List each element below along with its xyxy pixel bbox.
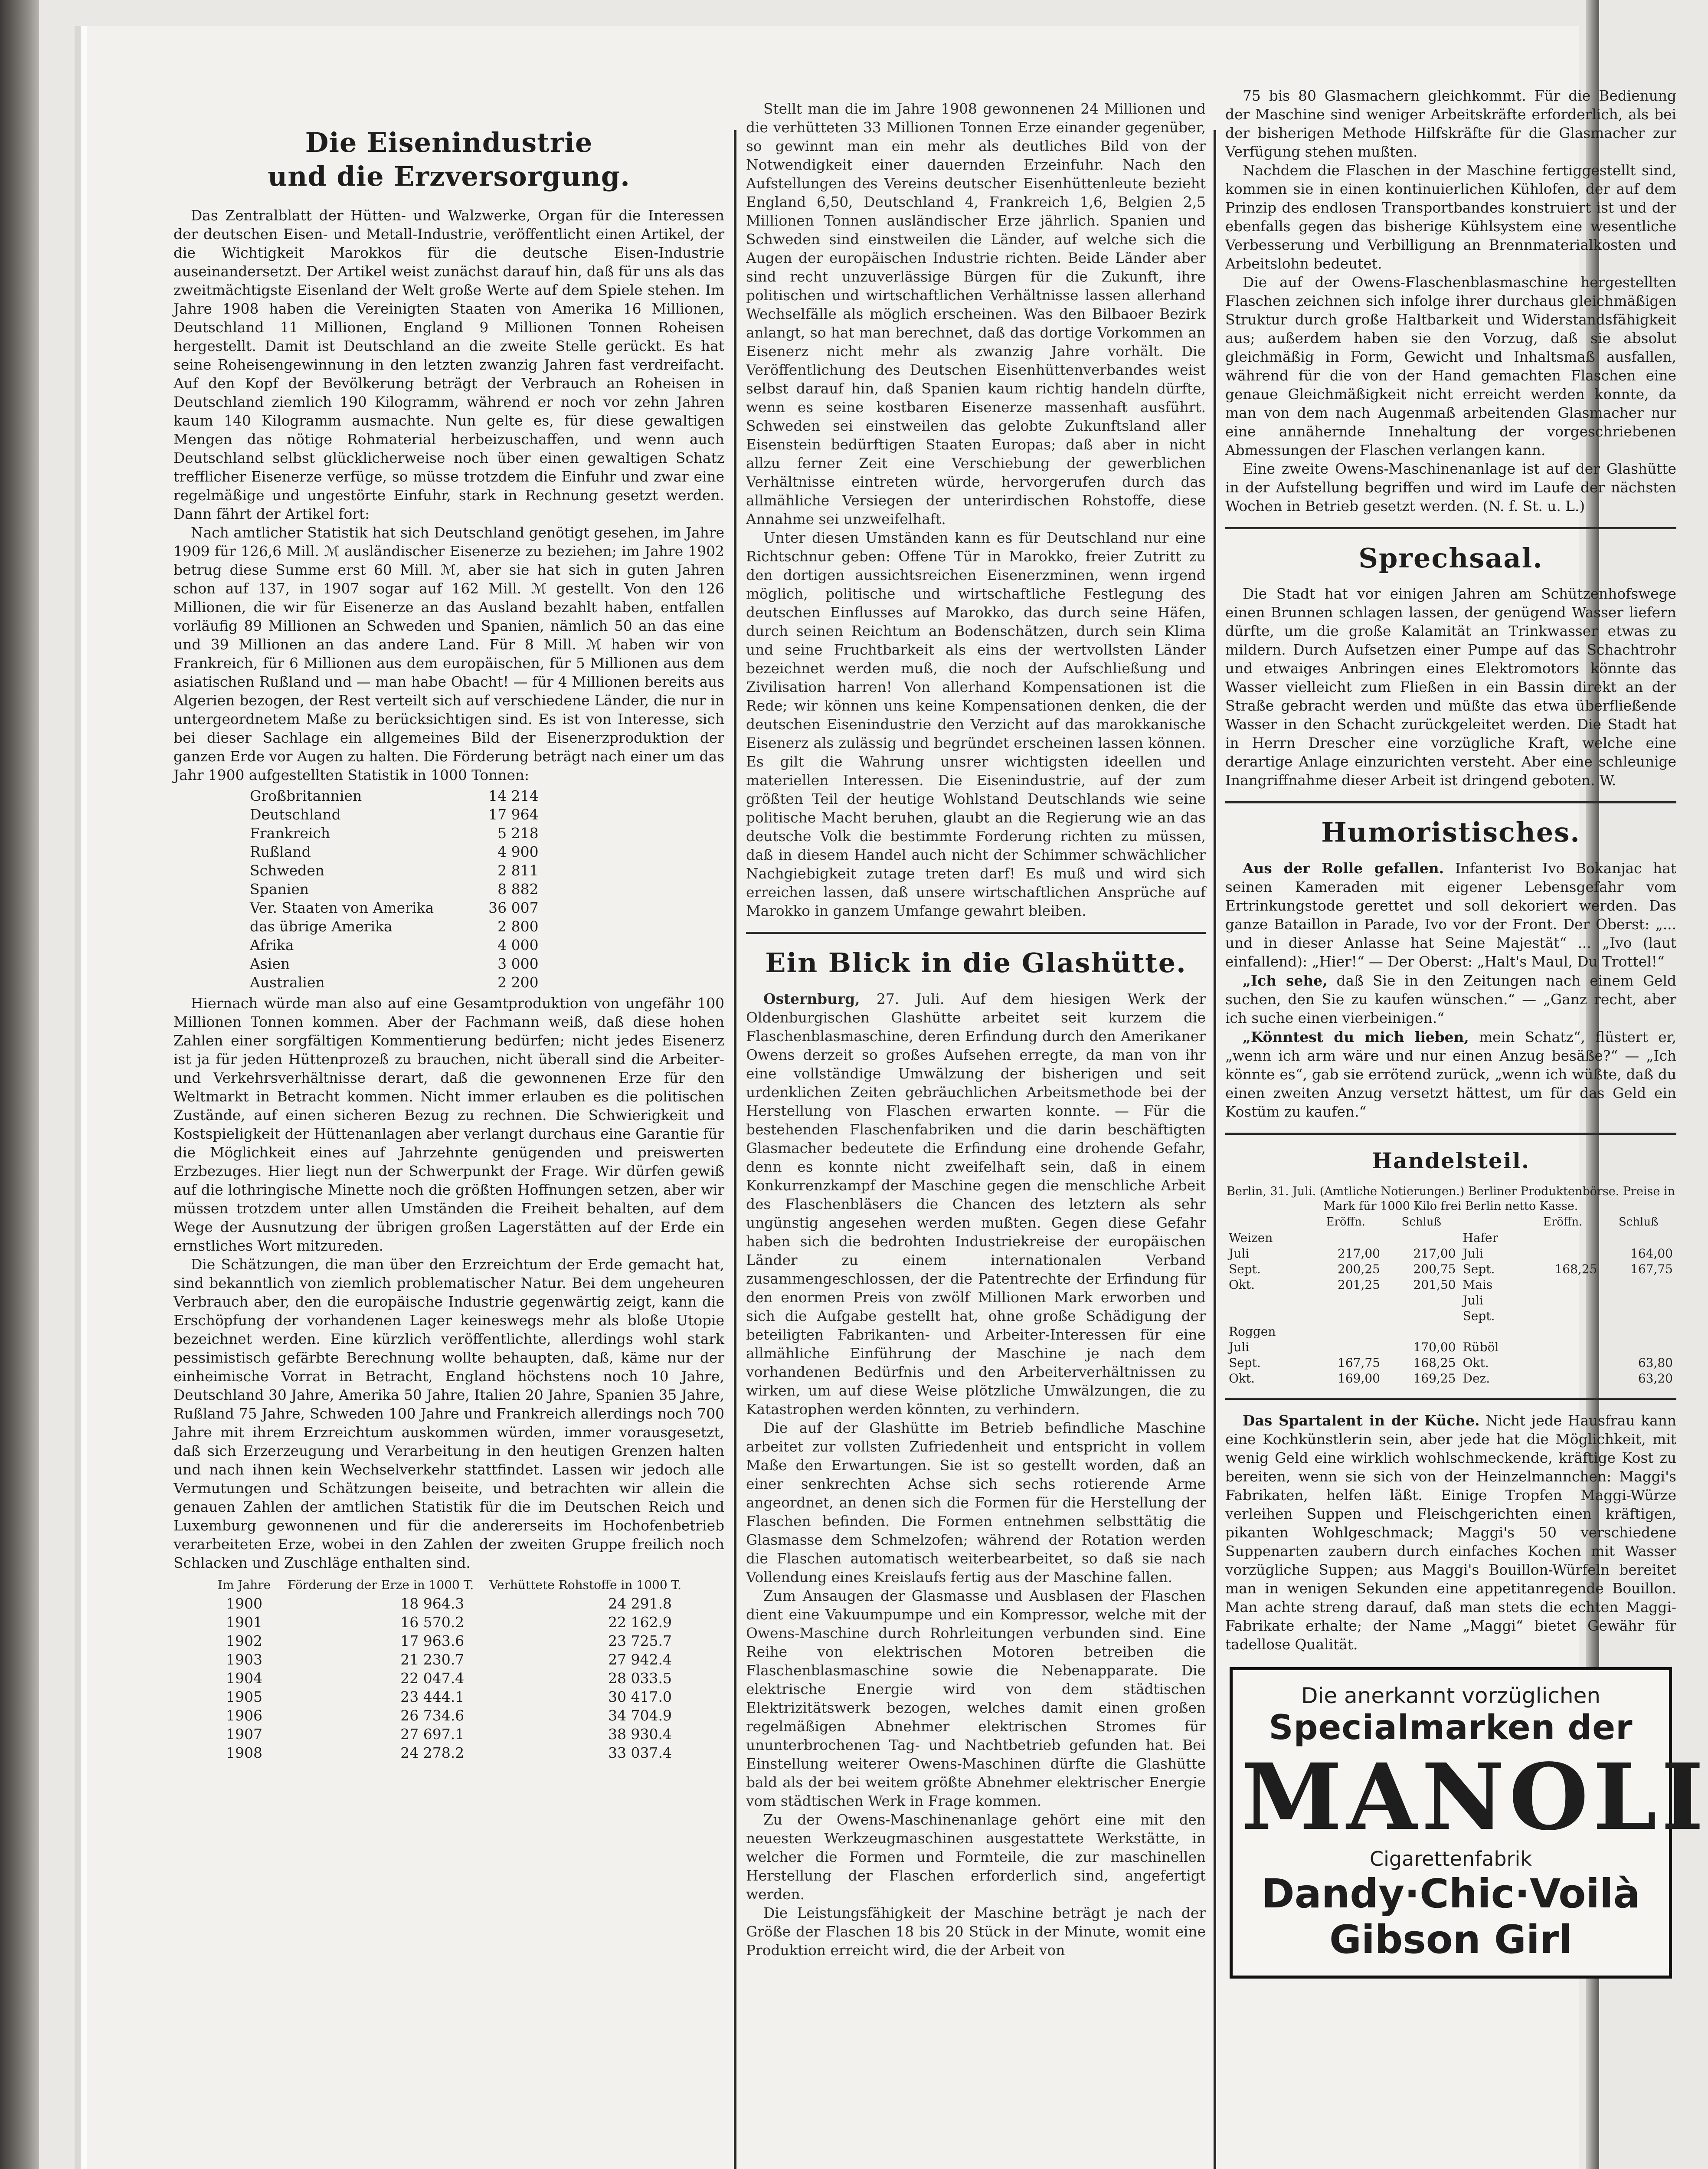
- paragraph: Die auf der Owens-Flaschenblasmaschine hergestellten Flaschen zeichnen sich infolge ihrer durchaus gleichmäßigen Struktur durch große Haltbarkeit und Widerstandsfähigkeit aus; außerdem haben sie den Vorzug, daß sie absolut gleichmäßig in Form, Gewicht und Inhaltsmaß ausfallen, während für die von der Hand gemachten Flaschen eine genaue Gleichmäßigkeit nicht erreicht werden konnte, da man von dem nach Augenmaß arbeitenden Glasmacher nur eine annähernde Innehaltung der vorgeschriebenen Abmessungen der Flaschen verlangen kann.: [1225, 274, 1676, 459]
- value-cell: 8 882: [497, 881, 539, 898]
- joke-lead: „Könntest du mich lieben,: [1243, 1029, 1469, 1045]
- advertorial-lead: Das Spartalent in der Küche.: [1243, 1412, 1480, 1429]
- column-1: [173, 100, 724, 2169]
- section-title-handelsteil: Handelsteil.: [1371, 1148, 1530, 1173]
- table-cell: 28 033.5: [608, 1670, 672, 1687]
- value-cell: 14 214: [488, 787, 539, 804]
- table-cell: 24 278.2: [400, 1744, 465, 1761]
- section-divider: [1225, 527, 1676, 529]
- market-cell: [1600, 1340, 1676, 1355]
- joke-text: daß Sie in den Zeitungen nach einem Geld suchen, den Sie zu kaufen wünschen.“ — „Ganz recht, aber ich suche einen vierbeinigen.“: [1225, 973, 1676, 1026]
- market-cell: 201,50: [1413, 1278, 1456, 1292]
- advertorial-text: Nicht jede Hausfrau kann eine Kochkünstlerin sein, aber jede hat die Möglichkeit, mit wenig Geld eine wirklich wohlschmeckende, kräftige Kost zu bereiten, wenn sie sich von der Heinzelmannchen: Maggi's Fabrikaten, helfen läßt. Einige Tropfen Maggi-Würze verleihen Suppen und Fleischgerichten einen kräftigen, pikanten Wohlgeschmack; Maggi's 50 verschiedene Suppenarten zaubern durch einfaches Kochen mit Wasser vorzügliche Suppen; aus Maggi's Bouillon-Würfeln bereitet man in wenigen Sekunden eine appetitanregende Bouillon. Man achte streng darauf, daß man stets die echten Maggi-Fabrikate erhalte; der Name „Maggi“ bietet Gewähr für tadellose Qualität.: [1225, 1412, 1677, 1653]
- paragraph: Hiernach würde man also auf eine Gesamtproduktion von ungefähr 100 Millionen Tonnen kommen. Aber der Fachmann weiß, daß diese hohen Zahlen einer sorgfältigen Kommentierung bedürfen; nicht jedes Eisenerz ist ja für jeden Hüttenprozeß zu brauchen, nicht überall sind die Arbeiter- und Verkehrsverhältnisse derart, daß die gewonnenen Erze für den Weltmarkt in Betracht kommen. Nicht immer erlauben es die politischen Zustände, auf einen sicheren Bezug zu rechnen. Die Schwierigkeit und Kostspieligkeit der Hüttenanlagen aber verlangt durchaus eine Garantie für die Möglichkeit eines auf Jahrzehnte genügenden und preiswerten Erzbezuges. Hier liegt nun der Schwerpunkt der Frage. Wir dürfen gewiß auf die lothringische Minette noch die größten Hoffnungen setzen, aber wir müssen trotzdem unter allen Umständen die Freiheit behalten, auf dem Wege der Ausnutzung der übrigen großen Lagerstätten auf der Erde ein ernstliches Wort mitzureden.: [173, 995, 724, 1254]
- market-cell: [1308, 1308, 1384, 1324]
- ad-line-3: Cigarettenfabrik: [1370, 1847, 1532, 1871]
- market-cell: [1525, 1355, 1601, 1371]
- table-cell: 23 444.1: [400, 1688, 465, 1705]
- market-cell: Juli: [1229, 1246, 1250, 1261]
- paragraph-text: 27. Juli. Auf dem hiesigen Werk der Oldenburgischen Glashütte arbeitet seit kurzem die Flaschenblasmaschine, deren Erfindung durch den Amerikaner Owens derzeit so großes Aufsehen erregte, da man von ihr eine vollständige Umwälzung der bisherigen und seit urdenklichen Zeiten gebräuchlichen Arbeitsmethode bei der Herstellung von Flaschen erwarten konnte. — Für die bestehenden Flaschenfabriken und die darin beschäftigten Glasmacher bedeutete die Erfindung eine drohende Gefahr, denn es konnte nicht zweifelhaft sein, daß in einem Konkurrenzkampf der Maschine gegen die menschliche Arbeit des Flaschenbläsers die Chancen des letztern als sehr ungünstig angesehen werden mußten. Gegen diese Gefahr haben sich die bedrohten Industriekreise der europäischen Länder zu einem internationalen Verband zusammengeschlossen, der die Patentrechte der Erfindung für den enormen Preis von zwölf Millionen Mark erworben und sich die Aufgabe gestellt hat, ohne große Schädigung der beteiligten Fabrikanten- und Arbeiter-Interessen für eine allmähliche Einführung der Maschine je nach dem vorhandenen Bedürfnis und den Arbeiterverhältnissen zu wirken, um auf diese Weise plötzliche Umwälzungen, die zu Katastrophen werden könnten, zu verhindern.: [746, 991, 1206, 1418]
- ad-line-5: Gibson Girl: [1329, 1917, 1572, 1963]
- market-cell: 200,25: [1338, 1262, 1380, 1276]
- production-row: [247, 973, 541, 992]
- table-header: Förderung der Erze in 1000 T.: [287, 1578, 474, 1592]
- market-cell: [1600, 1308, 1676, 1324]
- table-cell: 1901: [226, 1614, 262, 1631]
- book-spine-edge: [0, 0, 39, 2169]
- market-row: [1225, 1230, 1676, 1246]
- paragraph: Nachdem die Flaschen in der Maschine fertiggestellt sind, kommen sie in einen kontinuierlichen Kühlofen, der auf dem Prinzip des endlosen Transportbandes konstruiert ist und der ebenfalls gegen das bisherige Kühlsystem eine wesentliche Verbesserung und Verbilligung an Brennmaterialkosten und Arbeitslohn bedeutet.: [1225, 162, 1676, 272]
- country-cell: Ver. Staaten von Amerika: [250, 899, 434, 916]
- table-cell: 24 291.8: [608, 1595, 672, 1612]
- market-cell: 200,75: [1413, 1262, 1456, 1276]
- table-cell: 1908: [226, 1744, 262, 1761]
- market-row: [1225, 1308, 1676, 1324]
- section-title-sprechsaal: Sprechsaal.: [1358, 542, 1543, 574]
- country-cell: Afrika: [250, 937, 294, 953]
- section-divider: [1225, 1133, 1676, 1135]
- market-cell: [1525, 1277, 1601, 1293]
- paragraph: Zu der Owens-Maschinenanlage gehört eine mit den neuesten Werkzeugmaschinen ausgestattete Werkstätte, in welcher die Formen und Formteile, die zur maschinellen Herstellung der Flaschen erforderlich sind, angefertigt werden.: [746, 1812, 1206, 1903]
- market-table: [1225, 1214, 1676, 1386]
- table-cell: 22 047.4: [400, 1670, 465, 1687]
- table-row: [209, 1743, 689, 1762]
- column-rule: [734, 130, 736, 2169]
- table-cell: 27 697.1: [400, 1726, 465, 1743]
- market-cell: Weizen: [1229, 1231, 1273, 1245]
- country-cell: Rußland: [250, 843, 311, 860]
- joke: [1225, 1028, 1676, 1121]
- market-cell: [1225, 1293, 1308, 1308]
- joke-lead: Aus der Rolle gefallen.: [1243, 860, 1444, 877]
- market-cell: Rüböl: [1463, 1340, 1499, 1354]
- joke-text: Infanterist Ivo Bokanjac hat seinen Kameraden mit eigener Lebensgefahr vom Ertrinkungstode gerettet und soll dekoriert werden. Das ganze Bataillon in Parade, Ivo vor der Front. Der Oberst: „... und in dieser Anlasse hat Seine Majestät“ ... „Ivo (laut einfallend): „Hier!“ — Der Oberst: „Halt's Maul, Du Trottel!“: [1225, 860, 1676, 970]
- market-cell: Dez.: [1463, 1371, 1490, 1386]
- ad-line-1: Die anerkannt vorzüglichen: [1301, 1683, 1601, 1708]
- advertorial: [1225, 1411, 1676, 1654]
- table-row: [209, 1687, 689, 1706]
- market-cell: Juli: [1463, 1246, 1483, 1261]
- country-cell: Großbritannien: [250, 787, 362, 804]
- production-row: [247, 917, 541, 936]
- table-cell: 1904: [226, 1670, 262, 1687]
- market-cell: 164,00: [1630, 1246, 1673, 1261]
- market-cell: Okt.: [1229, 1371, 1255, 1386]
- section-title-humor: Humoristisches.: [1321, 816, 1580, 848]
- market-cell: Juli: [1229, 1340, 1250, 1354]
- value-cell: 17 964: [488, 806, 539, 823]
- market-header: Schluß: [1618, 1216, 1659, 1229]
- ad-line-2: Specialmarken der: [1269, 1708, 1633, 1747]
- table-row: [209, 1706, 689, 1725]
- market-header: Eröffn.: [1543, 1216, 1583, 1229]
- paragraph: Die Schätzungen, die man über den Erzreichtum der Erde gemacht hat, sind bekanntlich von ziemlich problematischer Natur. Bei dem ungeheuren Verbrauch aber, den die europäische Industrie gegenwärtig zeigt, kann die Erschöpfung der vorhandenen Lager keineswegs mehr als bloße Utopie bezeichnet werden. Eine kürzlich veröffentlichte, allerdings wohl stark pessimistisch gefärbte Berechnung wollte behaupten, daß, käme nur der einheimische Vorrat in Betracht, England höchstens noch 10 Jahre, Deutschland 30 Jahre, Amerika 50 Jahre, Italien 20 Jahre, Spanien 35 Jahre, Rußland 75 Jahre, Schweden 100 Jahre und Frankreich allerdings noch 700 Jahre mit ihrem Erzreichtum auskommen würden, immer vorausgesetzt, daß sich Erzerzeugung und Verarbeitung in den heutigen Grenzen halten und nach ihnen kein Wechselverkehr stattfindet. Lassen wir jedoch alle Vermutungen und Schätzungen beiseite, und betrachten wir allein die genauen Zahlen der amtlichen Statistik für die im Deutschen Reich und Luxemburg gewonnenen und für die andererseits im Hochofenbetrieb verarbeiteten Erze, wobei in den Zahlen der zweiten Gruppe freilich noch Schlacken und Zuschläge enthalten sind.: [173, 1256, 724, 1571]
- ad-line-4: Dandy·Chic·Voilà: [1261, 1871, 1640, 1917]
- country-cell: Spanien: [250, 881, 309, 898]
- country-cell: Frankreich: [250, 825, 330, 842]
- market-cell: 217,00: [1413, 1246, 1456, 1261]
- production-row: [247, 936, 541, 954]
- joke-lead: „Ich sehe,: [1243, 972, 1328, 989]
- table-cell: 34 704.9: [608, 1707, 672, 1724]
- production-row: [247, 880, 541, 898]
- market-row: [1225, 1246, 1676, 1261]
- market-header: [1459, 1214, 1525, 1230]
- market-cell: [1525, 1371, 1601, 1386]
- market-row: [1225, 1355, 1676, 1371]
- market-cell: [1525, 1308, 1601, 1324]
- value-cell: 36 007: [488, 899, 539, 916]
- market-cell: 63,80: [1638, 1356, 1673, 1370]
- market-cell: [1600, 1277, 1676, 1293]
- country-cell: Australien: [250, 974, 325, 991]
- table-row: [209, 1613, 689, 1632]
- table-cell: 1900: [226, 1595, 262, 1612]
- market-row: [1225, 1340, 1676, 1355]
- production-row: [247, 842, 541, 861]
- paragraph: Unter diesen Umständen kann es für Deutschland nur eine Richtschnur geben: Offene Tür in Marokko, freier Zutritt zu den dortigen aussichtsreichen Eisenerzminen, wenn irgend möglich, politische und wirtschaftliche Festlegung des deutschen Einflusses auf Marokko, das durch seine Häfen, durch seinen Reichtum an Bodenschätzen, durch sein Klima und seine Fruchtbarkeit als eins der wertvollsten Länder bezeichnet werden muß, die noch der Aufschließung und Zivilisation harren! Von allerhand Kompensationen ist die Rede; wir können uns keine Kompensationen denken, die der deutschen Eisenindustrie den Verzicht auf das marokkanische Eisenerz als zulässig und begründet erscheinen lassen können. Es gilt die Wahrung unsrer wichtigsten ideellen und materiellen Interessen. Die Eisenindustrie, auf der zum größten Teil der heutige Wohlstand Deutschlands wie seine politische Macht beruhen, glaubt an die Regierung wie an das deutsche Volk die bestimmte Forderung richten zu müssen, daß in diesem Handel auch nicht der Schimmer schwächlicher Nachgiebigkeit zutage treten darf! Es muß und wird sich erreichen lassen, daß unsere wirtschaftlichen Ansprüche auf Marokko in ganzem Umfange gewahrt bleiben.: [746, 530, 1206, 919]
- paragraph: Die Leistungsfähigkeit der Maschine beträgt je nach der Größe der Flaschen 18 bis 20 Stück in der Minute, womit eine Produktion erreicht wird, die der Arbeit von: [746, 1905, 1206, 1959]
- market-cell: [1384, 1230, 1459, 1246]
- table-cell: 16 570.2: [400, 1614, 465, 1631]
- table-cell: 33 037.4: [608, 1744, 672, 1761]
- paragraph: Das Zentralblatt der Hütten- und Walzwerke, Organ für die Interessen der deutschen Eisen- und Metall-Industrie, veröffentlicht einen Artikel, der die Wichtigkeit Marokkos für die deutsche Eisen-Industrie auseinandersetzt. Der Artikel weist zunächst darauf hin, daß für uns als das zweitmächtigste Eisenland der Welt große Werte auf dem Spiele stehen. Im Jahre 1908 haben die Vereinigten Staaten von Amerika 16 Millionen, Deutschland 11 Millionen, England 9 Millionen Tonnen Roheisen hergestellt. Damit ist Deutschland an die zweite Stelle gerückt. Es hat seine Roheisengewinnung in den letzten zwanzig Jahren fast verdreifacht. Auf den Kopf der Bevölkerung beträgt der Verbrauch an Roheisen in Deutschland ziemlich 190 Kilogramm, während er noch vor zehn Jahren kaum 140 Kilogramm ausmachte. Nun gelte es, für diese gewaltigen Mengen das nötige Rohmaterial herbeizuschaffen, und wenn auch Deutschland selbst glücklicherweise noch über einen gewaltigen Schatz trefflicher Eisenerze verfüge, so müsse trotzdem die Einfuhr und zwar eine regelmäßige und ungestörte Einfuhr, stark in Rechnung gesetzt werden. Dann fährt der Artikel fort:: [173, 207, 724, 522]
- market-row: [1225, 1277, 1676, 1293]
- market-cell: Juli: [1463, 1293, 1483, 1307]
- paragraph: Nach amtlicher Statistik hat sich Deutschland genötigt gesehen, im Jahre 1909 für 126,6 Mill. ℳ ausländischer Eisenerze zu beziehen; im Jahre 1902 betrug diese Summe erst 60 Mill. ℳ, aber sie hat sich in guten Jahren schon auf 137, in 1907 sogar auf 162 Mill. ℳ gestellt. Von den 126 Millionen, die wir für Eisenerze an das Ausland bezahlt haben, entfallen vorläufig 89 Millionen an Schweden und Spanien, nämlich 50 an das eine und 39 Millionen an das andere Land. Für 8 Mill. ℳ haben wir von Frankreich, für 6 Millionen aus dem europäischen, für 5 Millionen aus dem asiatischen Rußland und — man habe Obacht! — für 4 Millionen bereits aus Algerien bezogen, der Rest verteilt sich auf verschiedene Länder, die nur in untergeordnetem Maße zu berücksichtigen sind. Es ist von Interesse, sich bei dieser Sachlage ein allgemeines Bild der Eisenerzproduktion der ganzen Erde vor Augen zu halten. Die Förderung beträgt nach einer um das Jahr 1900 aufgestellten Statistik in 1000 Tonnen:: [173, 524, 724, 783]
- production-row: [247, 824, 541, 842]
- market-cell: 169,25: [1413, 1371, 1456, 1386]
- country-cell: Schweden: [250, 862, 325, 879]
- dateline: Osternburg,: [763, 990, 860, 1007]
- table-row: [209, 1669, 689, 1687]
- table-cell: 21 230.7: [400, 1651, 465, 1668]
- market-row: [1225, 1293, 1676, 1308]
- paragraph: Zum Ansaugen der Glasmasse und Ausblasen der Flaschen dient eine Vakuumpumpe und ein Kompressor, welche mit der Owens-Maschine durch Rohrleitungen verbunden sind. Eine Reihe von elektrischen Motoren betreiben die Flaschenblasmaschine sowie die Nebenapparate. Die elektrische Energie wird von dem städtischen Elektrizitätswerk bezogen, welches damit einen großen regelmäßigen Abnehmer elektrischen Stromes für ununterbrochenen Tag- und Nachtbetrieb gefunden hat. Bei Einstellung weiterer Owens-Maschinen dürfte die Glashütte bald als der bei weitem größte Abnehmer elektrischer Energie vom städtischen Werk in Frage kommen.: [746, 1588, 1206, 1809]
- paragraph: [746, 989, 1206, 1419]
- market-cell: [1459, 1324, 1525, 1340]
- newspaper-page: [87, 26, 1708, 2169]
- market-row: [1225, 1324, 1676, 1340]
- ore-history-table: [209, 1576, 689, 1762]
- market-cell: 168,25: [1554, 1262, 1597, 1276]
- market-header: Eröffn.: [1326, 1216, 1365, 1229]
- table-cell: 1905: [226, 1688, 262, 1705]
- table-cell: 26 734.6: [400, 1707, 465, 1724]
- market-cell: 217,00: [1338, 1246, 1380, 1261]
- paragraph: Die Stadt hat vor einigen Jahren am Schützenhofswege einen Brunnen schlagen lassen, der genügend Wasser liefern dürfte, um die große Kalamität an Trinkwasser etwas zu mildern. Durch Aufsetzen einer Pumpe auf das Schachtrohr und etwaiges Anbringen eines Elektromotors könnte das Wasser vielleicht zum Fließen in ein Bassin direkt an der Straße gebracht werden und müßte das etwa überfließende Wasser in den Schacht zurückgeleitet werden. Die Stadt hat in Herrn Drescher eine vorzügliche Kraft, welche eine derartige Anlage einzurichten versteht. Aber eine schleunige Inangriffnahme dieser Arbeit ist dringend geboten. W.: [1225, 586, 1676, 789]
- market-cell: 167,75: [1630, 1262, 1673, 1276]
- section-divider: [746, 932, 1206, 934]
- market-cell: [1308, 1324, 1384, 1340]
- table-cell: 23 725.7: [608, 1632, 672, 1649]
- market-cell: [1600, 1324, 1676, 1340]
- table-row: [209, 1650, 689, 1669]
- table-cell: 1907: [226, 1726, 262, 1743]
- market-header: Schluß: [1401, 1216, 1442, 1229]
- table-row: [209, 1725, 689, 1743]
- market-cell: [1525, 1324, 1601, 1340]
- section-divider: [1225, 1398, 1676, 1400]
- table-cell: 18 964.3: [400, 1595, 465, 1612]
- table-cell: 1906: [226, 1707, 262, 1724]
- table-cell: 17 963.6: [400, 1632, 465, 1649]
- market-cell: Sept.: [1463, 1309, 1495, 1323]
- paragraph: 75 bis 80 Glasmachern gleichkommt. Für die Bedienung der Maschine sind weniger Arbeitskräfte erforderlich, als bei der bisherigen Methode Hilfskräfte für die Glasmacher zur Verfügung stehen mußten.: [1225, 88, 1676, 160]
- value-cell: 2 811: [497, 862, 539, 879]
- joke-text: mein Schatz“, flüstert er, „wenn ich arm wäre und nur einen Anzug besäße?“ — „Ich könnte es“, gab sie errötend zurück, „wenn ich wüßte, daß du einen zweiten Anzug versetzt hättest, um für das Geld ein Kostüm zu kaufen.“: [1225, 1029, 1676, 1120]
- market-cell: [1225, 1308, 1308, 1324]
- market-cell: Mais: [1463, 1278, 1493, 1292]
- market-cell: [1525, 1246, 1601, 1261]
- production-row: [247, 954, 541, 973]
- table-cell: 38 930.4: [608, 1726, 672, 1743]
- value-cell: 2 800: [497, 918, 539, 935]
- joke: [1225, 971, 1676, 1028]
- title-line-1: Die Eisenindustrie: [305, 127, 593, 158]
- title-line-2: und die Erzversorgung.: [268, 161, 630, 192]
- production-row: [247, 861, 541, 880]
- market-cell: [1600, 1293, 1676, 1308]
- joke: [1225, 859, 1676, 971]
- market-cell: 63,20: [1638, 1371, 1673, 1386]
- production-row: [247, 805, 541, 824]
- table-cell: 30 417.0: [608, 1688, 672, 1705]
- table-cell: 22 162.9: [608, 1614, 672, 1631]
- table-row: [209, 1632, 689, 1650]
- market-cell: 169,00: [1338, 1371, 1380, 1386]
- value-cell: 5 218: [497, 825, 539, 842]
- market-cell: Hafer: [1463, 1231, 1498, 1245]
- column-3: [1225, 87, 1708, 2169]
- market-cell: Okt.: [1229, 1278, 1255, 1292]
- market-cell: [1600, 1230, 1676, 1246]
- paragraph: Stellt man die im Jahre 1908 gewonnenen 24 Millionen und die verhütteten 33 Millionen Tonnen Erze einander gegenüber, so gewinnt man ein mehr als deutliches Bild von der Notwendigkeit einer dauernden Erzeinfuhr. Nach den Aufstellungen des Vereins deutscher Eisenhüttenleute bezieht England 6,50, Deutschland 4, Frankreich 1,6, Belgien 2,5 Millionen Tonnen ausländischer Erze jährlich. Spanien und Schweden sind einstweilen die Länder, auf welche sich die Augen der europäischen Industrie richten. Beide Länder aber sind recht unzuverlässige Bürgen für die Zukunft, ihre politischen und wirtschaftlichen Verhältnisse lassen allerhand Wechselfälle als möglich erscheinen. Was den Bilbaoer Bezirk anlangt, so hat man berechnet, daß das dortige Vorkommen an Eisenerz nicht mehr als zwanzig Jahre vorhält. Die Veröffentlichung des Deutschen Eisenhüttenverbandes weist selbst darauf hin, daß Spanien kaum richtig handeln dürfte, wenn es seine kostbaren Eisenerze massenhaft ausführt. Schweden sei einstweilen das gelobte Zukunftsland aller Eisenstein bedürftigen Staaten Europas; daß aber in nicht allzu ferner Zeit eine Verschiebung der gewerblichen Verhältnisse eintreten würde, hervorgerufen durch das allmähliche Versiegen der unterirdischen Rohstoffe, diese Annahme sei unzweifelhaft.: [746, 101, 1206, 528]
- table-row: [209, 1594, 689, 1613]
- country-cell: das übrige Amerika: [250, 918, 393, 935]
- column-2: [746, 100, 1206, 2169]
- market-cell: [1308, 1293, 1384, 1308]
- value-cell: 2 200: [497, 974, 539, 991]
- market-cell: [1525, 1293, 1601, 1308]
- market-cell: [1308, 1230, 1384, 1246]
- table-header: Im Jahre: [217, 1578, 271, 1592]
- table-cell: 1903: [226, 1651, 262, 1668]
- paragraph: Die auf der Glashütte im Betrieb befindliche Maschine arbeitet zur vollsten Zufriedenheit und entspricht in vollem Maße den Erwartungen. Sie ist so gestellt worden, daß an einer senkrechten Achse sich sechs rotierende Arme angeordnet, an denen sich die Formen für die Herstellung der Flaschen befinden. Die Formen entnehmen selbsttätig die Glasmasse dem Schmelzofen; während der Rotation werden die Flaschen automatisch weiterbearbeitet, so daß sie nach Vollendung eines Kreislaufs fertig aus der Maschine fallen.: [746, 1420, 1206, 1586]
- production-row: [247, 786, 541, 805]
- market-cell: 167,75: [1338, 1356, 1380, 1370]
- market-header: [1225, 1214, 1308, 1230]
- market-subheading: Berlin, 31. Juli. (Amtliche Notierungen.) Berliner Produktenbörse. Preise in Mark für 1000 Kilo frei Berlin netto Kasse.: [1227, 1185, 1675, 1213]
- ad-brand-logo: MANOLI: [1241, 1743, 1708, 1851]
- section-divider: [1225, 801, 1676, 803]
- market-cell: Okt.: [1463, 1356, 1489, 1370]
- article-title-glashuette: Ein Blick in die Glashütte.: [765, 947, 1187, 979]
- value-cell: 4 000: [497, 937, 539, 953]
- table-cell: 1902: [226, 1632, 262, 1649]
- market-cell: 168,25: [1413, 1356, 1456, 1370]
- value-cell: 4 900: [497, 843, 539, 860]
- market-row: [1225, 1371, 1676, 1386]
- market-cell: [1384, 1308, 1459, 1324]
- market-cell: Sept.: [1463, 1262, 1495, 1276]
- market-cell: [1525, 1340, 1601, 1355]
- country-cell: Deutschland: [250, 806, 341, 823]
- market-cell: Roggen: [1229, 1324, 1276, 1339]
- paragraph: Eine zweite Owens-Maschinenanlage ist auf der Glashütte in der Aufstellung begriffen und wird im Laufe der nächsten Wochen in Betrieb gesetzt werden. (N. f. St. u. L.): [1225, 461, 1676, 514]
- market-cell: Sept.: [1229, 1356, 1261, 1370]
- market-cell: [1308, 1340, 1384, 1355]
- article-title-eisenindustrie: [173, 126, 724, 193]
- market-row: [1225, 1261, 1676, 1277]
- country-cell: Asien: [250, 955, 290, 972]
- table-header: Verhüttete Rohstoffe in 1000 T.: [489, 1578, 682, 1592]
- value-cell: 3 000: [497, 955, 539, 972]
- manoli-advertisement: [1230, 1667, 1708, 1979]
- table-cell: 27 942.4: [608, 1651, 672, 1668]
- market-cell: 201,25: [1338, 1278, 1380, 1292]
- production-table: [247, 786, 541, 992]
- production-row: [247, 898, 541, 917]
- market-cell: [1384, 1293, 1459, 1308]
- market-cell: Sept.: [1229, 1262, 1261, 1276]
- market-cell: 170,00: [1413, 1340, 1456, 1354]
- market-cell: [1525, 1230, 1601, 1246]
- market-cell: [1384, 1324, 1459, 1340]
- column-rule: [1214, 130, 1216, 2169]
